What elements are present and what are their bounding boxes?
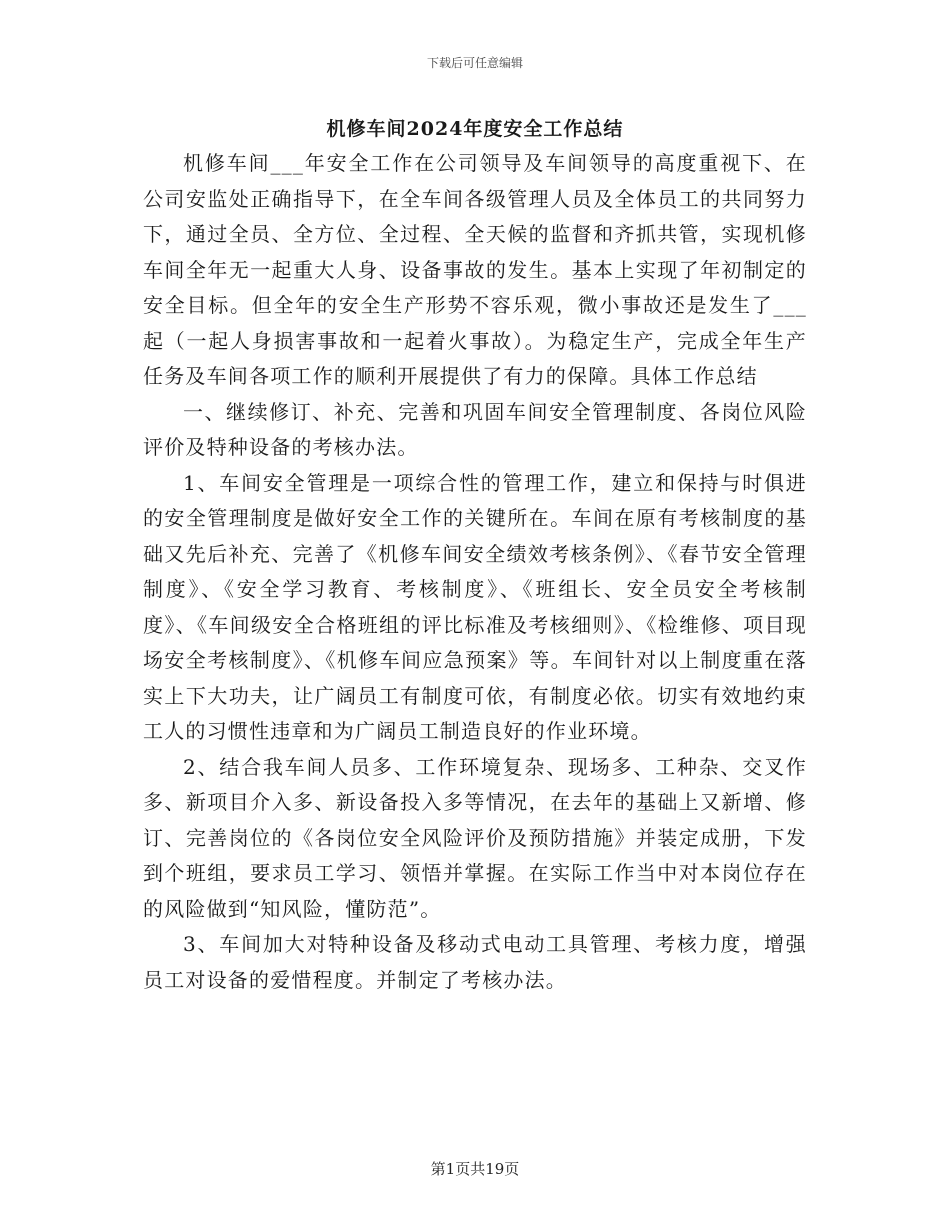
document-title: 机修车间2024年度安全工作总结 [326, 118, 624, 140]
paragraph-item-2: 2、结合我车间人员多、工作环境复杂、现场多、工种杂、交叉作多、新项目介入多、新设备投入多等情况，在去年的基础上又新增、修订、完善岗位的《各岗位安全风险评价及预防措施》并装定成册，下发到个班组，要求员工学习、领悟并掌握。在实际工作当中对本岗位存在的风险做到“知风险，懂防范”。 [143, 754, 807, 921]
page-header-note: 下载后可任意编辑 [426, 56, 523, 70]
paragraph-intro: 机修车间___年安全工作在公司领导及车间领导的高度重视下、在公司安监处正确指导下，在全车间各级管理人员及全体员工的共同努力下，通过全员、全方位、全过程、全天候的监督和齐抓共管，实现机修车间全年无一起重大人身、设备事故的发生。基本上实现了年初制定的安全目标。但全年的安全生产形势不容乐观，微小事故还是发生了___起（一起人身损害事故和一起着火事故）。为稳定生产，完成全年生产任务及车间各项工作的顺利开展提供了有力的保障。具体工作总结 [143, 151, 807, 388]
paragraph-item-3: 3、车间加大对特种设备及移动式电动工具管理、考核力度，增强员工对设备的爱惜程度。并制定了考核办法。 [143, 932, 807, 992]
document-body [143, 146, 807, 998]
paragraph-section-one-heading: 一、继续修订、补充、完善和巩固车间安全管理制度、各岗位风险评价及特种设备的考核办法。 [143, 399, 807, 459]
paragraph-item-1: 1、车间安全管理是一项综合性的管理工作，建立和保持与时俱进的安全管理制度是做好安全工作的关键所在。车间在原有考核制度的基础又先后补充、完善了《机修车间安全绩效考核条例》、《春节安全管理制度》、《安全学习教育、考核制度》、《班组长、安全员安全考核制度》、《车间级安全合格班组的评比标准及考核细则》、《检维修、项目现场安全考核制度》、《机修车间应急预案》等。车间针对以上制度重在落实上下大功夫，让广阔员工有制度可依，有制度必依。切实有效地约束工人的习惯性违章和为广阔员工制造良好的作业环境。 [143, 470, 807, 743]
page-number: 第1页共19页 [430, 1160, 520, 1178]
